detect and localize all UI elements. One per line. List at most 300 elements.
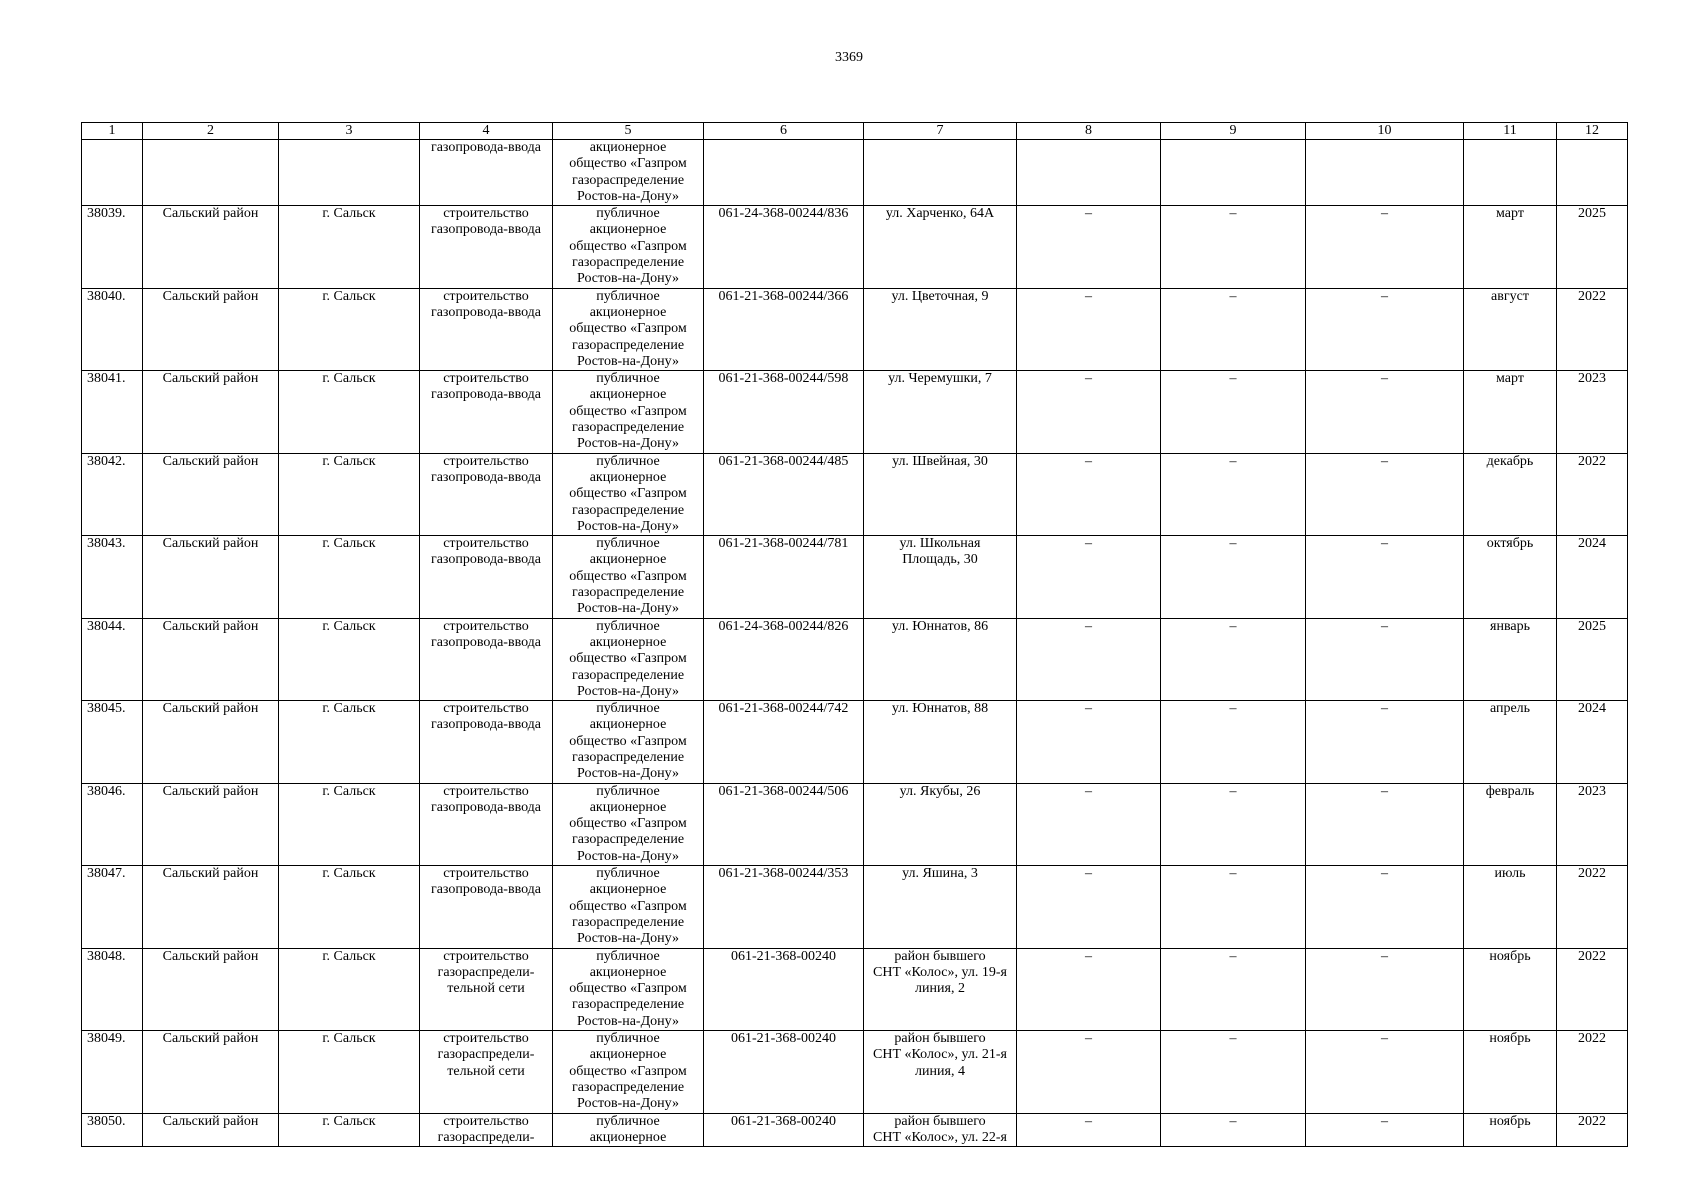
permit-number: 061-21-368-00244/742	[718, 701, 849, 717]
organization: публичное акционерное общество «Газпром газораспределение Ростов-на-Дону»	[569, 948, 687, 1029]
column-header: 2	[143, 123, 279, 140]
record-number: 38043.	[87, 536, 126, 552]
work-type: газопровода-ввода	[430, 140, 542, 155]
table-cell	[1161, 140, 1306, 206]
value-9: –	[1229, 371, 1237, 387]
table-row	[82, 948, 1628, 1030]
organization: публичное акционерное общество «Газпром газораспределение Ростов-на-Дону»	[569, 783, 687, 864]
table-cell	[704, 618, 864, 700]
table-cell	[1306, 866, 1464, 948]
district: Сальский район	[162, 948, 259, 964]
table-cell	[1557, 701, 1628, 783]
value-10: –	[1381, 866, 1388, 882]
table-cell	[553, 1031, 704, 1113]
record-number: 38045.	[87, 701, 126, 717]
month: февраль	[1485, 783, 1535, 799]
table-cell	[82, 288, 143, 370]
table-cell	[1017, 288, 1161, 370]
table-cell	[1557, 618, 1628, 700]
table-row	[82, 783, 1628, 865]
table-cell	[1017, 453, 1161, 535]
table-cell	[864, 536, 1017, 618]
table-cell	[143, 1031, 279, 1113]
table-cell	[82, 948, 143, 1030]
locality: г. Сальск	[322, 701, 376, 717]
table-cell	[1161, 453, 1306, 535]
locality: г. Сальск	[322, 1031, 376, 1047]
value-8: –	[1085, 371, 1092, 387]
value-8: –	[1085, 453, 1092, 469]
table-cell	[704, 288, 864, 370]
table-cell	[1017, 206, 1161, 288]
table-cell	[420, 1031, 553, 1113]
work-type: строительство газопровода-ввода	[430, 536, 542, 568]
work-type: строительство газопровода-ввода	[430, 866, 542, 898]
table-cell	[143, 453, 279, 535]
month: ноябрь	[1489, 1113, 1531, 1129]
district: Сальский район	[162, 371, 259, 387]
value-10: –	[1381, 1113, 1388, 1129]
table-cell	[82, 1113, 143, 1147]
table-cell	[864, 1031, 1017, 1113]
district: Сальский район	[162, 1031, 259, 1047]
year: 2022	[1578, 1113, 1606, 1129]
table-row	[82, 1113, 1628, 1147]
table-cell	[1306, 1031, 1464, 1113]
table-cell	[704, 783, 864, 865]
value-10: –	[1381, 701, 1388, 717]
table-cell	[1161, 618, 1306, 700]
permit-number: 061-21-368-00244/366	[718, 288, 849, 304]
month: декабрь	[1486, 453, 1534, 469]
table-cell	[1306, 453, 1464, 535]
value-10: –	[1381, 453, 1388, 469]
table-row	[82, 1031, 1628, 1113]
locality: г. Сальск	[322, 618, 376, 634]
address: район бывшего СНТ «Колос», ул. 21-я линия, 4	[873, 1031, 1007, 1079]
permit-number: 061-21-368-00244/598	[718, 371, 849, 387]
record-number: 38046.	[87, 783, 126, 799]
address: район бывшего СНТ «Колос», ул. 22-я	[873, 1113, 1007, 1145]
value-8: –	[1085, 948, 1092, 964]
year: 2025	[1578, 206, 1606, 222]
address: ул. Швейная, 30	[892, 453, 988, 469]
table-cell	[82, 453, 143, 535]
value-9: –	[1229, 536, 1237, 552]
table-cell	[420, 701, 553, 783]
table-cell	[1464, 453, 1557, 535]
address: ул. Харченко, 64А	[885, 206, 995, 222]
year: 2022	[1578, 866, 1606, 882]
table-cell	[553, 1113, 704, 1147]
value-8: –	[1085, 536, 1092, 552]
table-row	[82, 701, 1628, 783]
month: август	[1491, 288, 1529, 304]
table-cell	[82, 866, 143, 948]
district: Сальский район	[162, 536, 259, 552]
table-cell	[1306, 140, 1464, 206]
table-cell	[1306, 206, 1464, 288]
table-cell	[1557, 140, 1628, 206]
organization: публичное акционерное общество «Газпром газораспределение Ростов-на-Дону»	[569, 701, 687, 782]
value-9: –	[1229, 701, 1237, 717]
table-cell	[1161, 783, 1306, 865]
month: ноябрь	[1489, 1031, 1531, 1047]
address: ул. Школьная Площадь, 30	[899, 536, 981, 568]
organization: публичное акционерное общество «Газпром газораспределение Ростов-на-Дону»	[569, 206, 687, 287]
table-cell	[553, 288, 704, 370]
locality: г. Сальск	[322, 536, 376, 552]
year: 2022	[1578, 453, 1606, 469]
table-cell	[279, 866, 420, 948]
table-cell	[143, 288, 279, 370]
table-row	[82, 618, 1628, 700]
table-cell	[279, 1113, 420, 1147]
record-number: 38044.	[87, 618, 126, 634]
value-9: –	[1229, 453, 1237, 469]
year: 2023	[1578, 783, 1606, 799]
table-cell	[864, 453, 1017, 535]
table-cell	[864, 1113, 1017, 1147]
work-type: строительство газораспредели- тельной сети	[437, 948, 535, 997]
registry-table	[81, 122, 1628, 1147]
table-cell	[1161, 948, 1306, 1030]
table-cell	[704, 371, 864, 453]
district: Сальский район	[162, 701, 259, 717]
table-cell	[1464, 1113, 1557, 1147]
record-number: 38040.	[87, 288, 126, 304]
organization: публичное акционерное общество «Газпром газораспределение Ростов-на-Дону»	[569, 536, 687, 617]
district: Сальский район	[162, 1113, 259, 1129]
table-cell	[82, 140, 143, 206]
table-cell	[279, 1031, 420, 1113]
table-row	[82, 371, 1628, 453]
table-cell	[1161, 536, 1306, 618]
value-8: –	[1085, 866, 1092, 882]
table-cell	[704, 948, 864, 1030]
column-header: 4	[420, 123, 553, 140]
table-cell	[1161, 1113, 1306, 1147]
table-cell	[143, 618, 279, 700]
permit-number: 061-21-368-00240	[731, 1031, 836, 1047]
table-cell	[1017, 536, 1161, 618]
table-cell	[864, 783, 1017, 865]
table-cell	[1306, 783, 1464, 865]
table-cell	[1557, 371, 1628, 453]
address: ул. Юннатов, 88	[891, 701, 989, 717]
table-row	[82, 288, 1628, 370]
value-9: –	[1229, 1113, 1237, 1129]
table-cell	[1464, 371, 1557, 453]
table-cell	[1464, 783, 1557, 865]
organization: публичное акционерное общество «Газпром газораспределение Ростов-на-Дону»	[569, 453, 687, 534]
table-cell	[553, 536, 704, 618]
permit-number: 061-21-368-00244/485	[718, 453, 849, 469]
table-cell	[82, 536, 143, 618]
work-type: строительство газораспредели- тельной сети	[437, 1031, 535, 1079]
table-row	[82, 536, 1628, 618]
district: Сальский район	[162, 618, 259, 634]
locality: г. Сальск	[322, 371, 376, 387]
table-cell	[1464, 948, 1557, 1030]
month: ноябрь	[1489, 948, 1531, 964]
value-8: –	[1085, 206, 1092, 222]
permit-number: 061-24-368-00244/826	[718, 618, 849, 634]
permit-number: 061-21-368-00244/506	[718, 783, 849, 799]
district: Сальский район	[162, 453, 259, 469]
district: Сальский район	[162, 866, 259, 882]
value-9: –	[1229, 618, 1237, 634]
table-cell	[553, 866, 704, 948]
table-cell	[704, 536, 864, 618]
table-cell	[704, 701, 864, 783]
table-cell	[420, 948, 553, 1030]
value-9: –	[1229, 948, 1237, 964]
table-cell	[864, 206, 1017, 288]
table-cell	[1557, 1113, 1628, 1147]
organization: публичное акционерное общество «Газпром газораспределение Ростов-на-Дону»	[569, 618, 687, 699]
table-cell	[1557, 453, 1628, 535]
table-row	[82, 453, 1628, 535]
locality: г. Сальск	[322, 288, 376, 304]
table-cell	[704, 866, 864, 948]
table-cell	[82, 1031, 143, 1113]
table-cell	[279, 948, 420, 1030]
table-cell	[143, 866, 279, 948]
organization: публичное акционерное общество «Газпром газораспределение Ростов-на-Дону»	[569, 866, 687, 947]
record-number: 38042.	[87, 453, 126, 469]
table-cell	[1017, 948, 1161, 1030]
table-cell	[704, 453, 864, 535]
table-cell	[279, 140, 420, 206]
value-10: –	[1381, 783, 1388, 799]
table-cell	[1306, 618, 1464, 700]
record-number: 38049.	[87, 1031, 126, 1047]
table-cell	[1017, 783, 1161, 865]
value-10: –	[1381, 206, 1388, 222]
address: ул. Якубы, 26	[899, 783, 981, 799]
work-type: строительство газопровода-ввода	[430, 783, 542, 815]
table-cell	[1557, 288, 1628, 370]
table-cell	[1017, 701, 1161, 783]
table-cell	[143, 371, 279, 453]
table-cell	[279, 288, 420, 370]
locality: г. Сальск	[322, 206, 376, 222]
table-cell	[420, 866, 553, 948]
table-cell	[143, 140, 279, 206]
value-9: –	[1229, 783, 1237, 799]
record-number: 38039.	[87, 206, 126, 222]
table-cell	[420, 371, 553, 453]
locality: г. Сальск	[322, 453, 376, 469]
table-cell	[1017, 866, 1161, 948]
record-number: 38041.	[87, 371, 126, 387]
work-type: строительство газопровода-ввода	[430, 206, 542, 238]
value-8: –	[1085, 783, 1092, 799]
value-8: –	[1085, 618, 1092, 634]
table-cell	[143, 536, 279, 618]
table-cell	[420, 140, 553, 206]
table-cell	[1017, 371, 1161, 453]
table-cell	[553, 371, 704, 453]
year: 2024	[1578, 536, 1606, 552]
value-8: –	[1085, 701, 1092, 717]
record-number: 38050.	[87, 1113, 126, 1129]
permit-number: 061-21-368-00244/353	[718, 866, 849, 882]
value-10: –	[1381, 948, 1388, 964]
table-cell	[1464, 288, 1557, 370]
table-cell	[553, 948, 704, 1030]
month: январь	[1490, 618, 1530, 634]
table-cell	[82, 371, 143, 453]
table-cell	[1161, 371, 1306, 453]
month: апрель	[1489, 701, 1531, 717]
work-type: строительство газопровода-ввода	[430, 701, 542, 733]
table-cell	[864, 866, 1017, 948]
year: 2025	[1578, 618, 1606, 634]
table-cell	[1464, 866, 1557, 948]
table-cell	[82, 701, 143, 783]
table-cell	[420, 618, 553, 700]
table-cell	[420, 453, 553, 535]
table-cell	[279, 618, 420, 700]
table-cell	[143, 948, 279, 1030]
table-cell	[1464, 1031, 1557, 1113]
address: ул. Цветочная, 9	[891, 288, 989, 304]
column-header: 1	[82, 123, 143, 140]
value-10: –	[1381, 536, 1388, 552]
table-cell	[1306, 371, 1464, 453]
table-cell	[1557, 1031, 1628, 1113]
value-8: –	[1085, 1113, 1092, 1129]
record-number: 38047.	[87, 866, 126, 882]
table-cell	[1464, 536, 1557, 618]
value-9: –	[1229, 866, 1237, 882]
table-cell	[420, 783, 553, 865]
record-number: 38048.	[87, 948, 126, 964]
table-cell	[704, 1113, 864, 1147]
table-cell	[143, 783, 279, 865]
value-10: –	[1381, 618, 1388, 634]
table-cell	[143, 1113, 279, 1147]
column-header: 8	[1017, 123, 1161, 140]
organization: публичное акционерное общество «Газпром газораспределение Ростов-на-Дону»	[569, 371, 687, 452]
locality: г. Сальск	[322, 1113, 376, 1129]
table-cell	[1306, 948, 1464, 1030]
value-9: –	[1229, 1031, 1237, 1047]
organization: акционерное общество «Газпром газораспределение Ростов-на-Дону»	[569, 140, 687, 204]
table-cell	[279, 701, 420, 783]
table-cell	[279, 453, 420, 535]
table-cell	[1017, 618, 1161, 700]
value-10: –	[1381, 371, 1388, 387]
table-cell	[864, 140, 1017, 206]
table-cell	[1306, 1113, 1464, 1147]
table-cell	[420, 288, 553, 370]
year: 2022	[1578, 948, 1606, 964]
column-header: 6	[704, 123, 864, 140]
permit-number: 061-21-368-00244/781	[718, 536, 849, 552]
month: март	[1496, 371, 1524, 387]
table-cell	[704, 206, 864, 288]
district: Сальский район	[162, 783, 259, 799]
table-cell	[1557, 948, 1628, 1030]
table-cell	[420, 1113, 553, 1147]
year: 2022	[1578, 288, 1606, 304]
table-cell	[279, 536, 420, 618]
value-8: –	[1085, 1031, 1092, 1047]
organization: публичное акционерное общество «Газпром газораспределение Ростов-на-Дону»	[569, 288, 687, 369]
address: ул. Яшина, 3	[902, 866, 978, 882]
table-row	[82, 866, 1628, 948]
table-cell	[553, 140, 704, 206]
table-cell	[553, 206, 704, 288]
column-header: 7	[864, 123, 1017, 140]
table-cell	[82, 783, 143, 865]
work-type: строительство газопровода-ввода	[430, 618, 542, 650]
table-cell	[864, 618, 1017, 700]
table-cell	[1557, 536, 1628, 618]
permit-number: 061-24-368-00244/836	[718, 206, 849, 222]
table-cell	[1161, 866, 1306, 948]
column-header: 5	[553, 123, 704, 140]
work-type: строительство газораспредели-	[437, 1113, 535, 1145]
table-cell	[553, 701, 704, 783]
continuation-row	[82, 140, 1628, 206]
value-8: –	[1085, 288, 1092, 304]
column-header: 12	[1557, 123, 1628, 140]
table-cell	[143, 701, 279, 783]
column-header: 9	[1161, 123, 1306, 140]
year: 2022	[1578, 1031, 1606, 1047]
address: район бывшего СНТ «Колос», ул. 19-я линия, 2	[873, 948, 1007, 997]
table-cell	[1557, 206, 1628, 288]
work-type: строительство газопровода-ввода	[430, 288, 542, 320]
district: Сальский район	[162, 288, 259, 304]
table-cell	[1306, 536, 1464, 618]
table-cell	[143, 206, 279, 288]
table-cell	[1017, 1113, 1161, 1147]
table-cell	[420, 536, 553, 618]
table-cell	[1161, 206, 1306, 288]
work-type: строительство газопровода-ввода	[430, 453, 542, 485]
table-cell	[553, 783, 704, 865]
table-cell	[420, 206, 553, 288]
table-cell	[279, 206, 420, 288]
value-10: –	[1381, 288, 1388, 304]
table-cell	[1464, 618, 1557, 700]
table-cell	[864, 288, 1017, 370]
month: июль	[1494, 866, 1526, 882]
table-cell	[279, 371, 420, 453]
table-cell	[1017, 1031, 1161, 1113]
table-row	[82, 206, 1628, 288]
year: 2024	[1578, 701, 1606, 717]
table-cell	[1161, 288, 1306, 370]
organization: публичное акционерное общество «Газпром газораспределение Ростов-на-Дону»	[569, 1031, 687, 1112]
table-cell	[864, 371, 1017, 453]
table-cell	[704, 1031, 864, 1113]
table-cell	[864, 701, 1017, 783]
locality: г. Сальск	[322, 948, 376, 964]
column-number-header-row	[82, 123, 1628, 140]
locality: г. Сальск	[322, 783, 376, 799]
value-9: –	[1229, 206, 1237, 222]
table-cell	[553, 618, 704, 700]
month: октябрь	[1486, 536, 1534, 552]
permit-number: 061-21-368-00240	[731, 948, 836, 964]
table-cell	[1017, 140, 1161, 206]
